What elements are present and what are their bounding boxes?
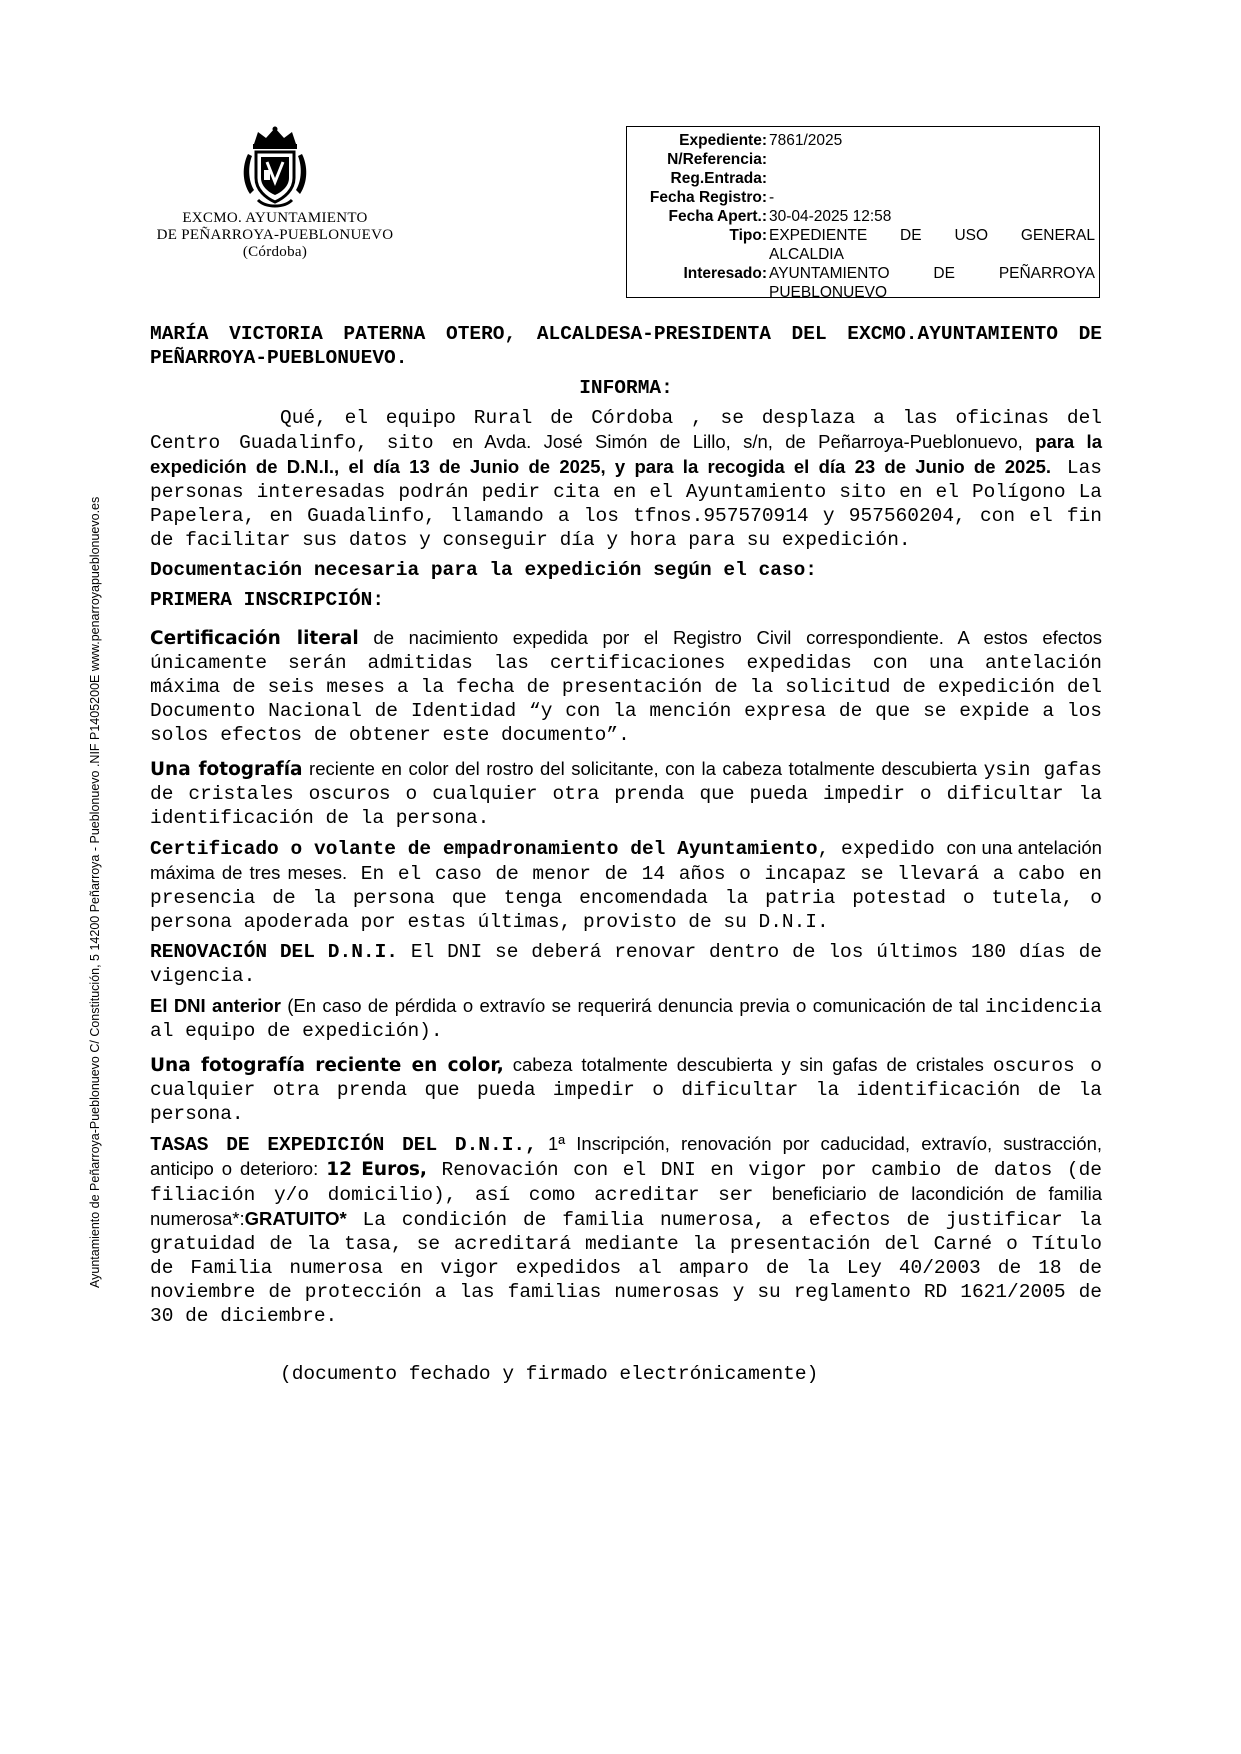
interesado-word: AYUNTAMIENTO bbox=[769, 265, 890, 282]
referencia-label: N/Referencia: bbox=[667, 151, 767, 168]
fotografia-renovacion-sans: cabeza totalmente descubierta y sin gafas de cristales bbox=[503, 1054, 993, 1075]
fecha-apertura-value: 30-04-2025 12:58 bbox=[769, 208, 892, 225]
interesado-word: PEÑARROYA bbox=[998, 265, 1095, 282]
reg-entrada-value bbox=[769, 169, 1095, 188]
tasas-mono-1: Renovación con el DNI en vigor por cambio de datos (de filiación y/o domicilio), así como acreditar ser bbox=[150, 1159, 1102, 1206]
fotografia-renovacion-mono: oscuros o cualquier otra prenda que pueda impedir o dificultar la identificación de la persona. bbox=[150, 1055, 1102, 1125]
dni-anterior-sans: (En caso de pérdida o extravío se requerirá denuncia previa o comunicación de tal bbox=[280, 995, 985, 1016]
empadronamiento-comma: , expedido bbox=[817, 838, 947, 860]
tipo-word: EXPEDIENTE bbox=[769, 227, 868, 244]
interesado-word: DE bbox=[933, 265, 955, 282]
tasas-bold: TASAS DE EXPEDICIÓN DEL D.N.I., bbox=[150, 1134, 537, 1156]
dni-anterior-bold: El DNI anterior bbox=[150, 995, 281, 1016]
tipo-row bbox=[627, 226, 1095, 264]
tasas-mono-2: La condición de familia numerosa, a efectos de justificar la gratuidad de la tasa, se acreditará mediante la presentación del Carné o Título de Familia numerosa en vigor expedidos al amparo de la Ley 40/2003 de 18 de noviembre de protección a las familias numerosas y su reglamento RD 1621/2005 de 30 de diciembre. bbox=[150, 1209, 1102, 1327]
primera-inscripcion-heading: PRIMERA INSCRIPCIÓN: bbox=[150, 589, 385, 611]
coat-of-arms-icon bbox=[240, 126, 310, 210]
referencia-row bbox=[627, 150, 1095, 169]
signature-note: (documento fechado y firmado electrónicamente) bbox=[280, 1363, 819, 1385]
expediente-box bbox=[626, 126, 1100, 298]
intro-text-d: Las personas interesadas podrán pedir cita en el Ayuntamiento sito en el Polígono La Papelera, en Guadalinfo, llamando a los tfnos.957570914 y 957560204, con el fin de facilitar sus datos y conseguir día y hora para su expedición. bbox=[150, 457, 1102, 551]
dni-anterior-mono: incidencia al equipo de expedición). bbox=[150, 996, 1102, 1042]
empadronamiento-bold: Certificado o volante de empadronamiento del Ayuntamiento bbox=[150, 838, 818, 860]
certificacion-mono: únicamente serán admitidas las certificaciones expedidas con una antelación máxima de seis meses a la fecha de presentación de la solicitud de expedición del Documento Nacional de Identidad “y con la mención expresa de que se expide a los solos efectos de obtener este documento”. bbox=[150, 652, 1102, 746]
reg-entrada-label: Reg.Entrada: bbox=[670, 170, 767, 187]
renovacion-text: El DNI se deberá renovar dentro de los últimos 180 días de vigencia. bbox=[150, 941, 1102, 987]
paragraph-empadronamiento bbox=[150, 836, 1102, 934]
paragraph-tasas bbox=[150, 1132, 1102, 1328]
interesado-label: Interesado: bbox=[683, 265, 767, 282]
fotografia-sans: reciente en color del rostro del solicitante, con la cabeza totalmente descubierta bbox=[302, 758, 984, 779]
interesado-row bbox=[627, 264, 1095, 298]
tipo-word: GENERAL bbox=[1020, 227, 1095, 244]
tasas-gratuito: GRATUITO* bbox=[244, 1208, 347, 1229]
tipo-line-2: ALCALDIA bbox=[769, 246, 844, 263]
logo-line-3: (Córdoba) bbox=[242, 244, 308, 260]
referencia-value bbox=[769, 150, 1095, 169]
empadronamiento-sans: con una antelación máxima de tres meses. bbox=[150, 837, 1102, 883]
tipo-word: USO bbox=[954, 227, 989, 244]
paragraph-certificacion bbox=[150, 626, 1102, 747]
paragraph-renovacion bbox=[150, 940, 1102, 988]
tipo-value bbox=[769, 226, 1095, 264]
fecha-registro-label: Fecha Registro: bbox=[649, 189, 767, 206]
fecha-apertura-label: Fecha Apert.: bbox=[668, 208, 767, 225]
document-body bbox=[150, 322, 1102, 1386]
tipo-label: Tipo: bbox=[729, 227, 767, 244]
logo-line-1: EXCMO. AYUNTAMIENTO bbox=[182, 210, 368, 226]
interesado-line-2: PUEBLONUEVO bbox=[769, 284, 888, 298]
expediente-row bbox=[627, 131, 1095, 150]
intro-text-b: en Avda. José Simón de Lillo, s/n, de Peñarroya-Pueblonuevo, bbox=[452, 431, 1036, 452]
paragraph-dni-anterior bbox=[150, 994, 1102, 1043]
fecha-registro-value: - bbox=[769, 189, 775, 206]
certificacion-sans: de nacimiento expedida por el Registro Civil correspondiente. A estos efectos bbox=[358, 627, 1102, 648]
tasas-sans-1: 1ª Inscripción, renovación por caducidad, extravío, sustracción, anticipo o deterioro: bbox=[150, 1133, 1102, 1179]
logo-line-2: DE PEÑARROYA-PUEBLONUEVO bbox=[156, 227, 394, 243]
expediente-value: 7861/2025 bbox=[769, 132, 843, 149]
paragraph-fotografia-renovacion bbox=[150, 1053, 1102, 1126]
tipo-word: DE bbox=[900, 227, 922, 244]
fecha-apertura-row bbox=[627, 207, 1095, 226]
empadronamiento-mono: En el caso de menor de 14 años o incapaz se llevará a cabo en presencia de la persona que tenga encomendada la patria potestad o tutela, o persona apoderada por estas últimas, provisto de su D.N.I. bbox=[150, 863, 1102, 933]
fotografia-renovacion-bold: Una fotografía reciente en color, bbox=[150, 1055, 504, 1076]
documentacion-heading: Documentación necesaria para la expedición según el caso: bbox=[150, 559, 818, 581]
document-heading: MARÍA VICTORIA PATERNA OTERO, ALCALDESA-PRESIDENTA DEL EXCMO.AYUNTAMIENTO DE PEÑARROYA-PUEBLONUEVO. bbox=[150, 323, 1102, 369]
fotografia-bold: Una fotografía bbox=[150, 759, 303, 780]
certificacion-bold: Certificación literal bbox=[150, 628, 359, 649]
paragraph-fotografia bbox=[150, 757, 1102, 830]
side-address-text: Ayuntamiento de Peñarroya-Pueblonuevo C/ Constitución, 5 14200 Peñarroya - Pueblonuevo .NIF P1405200E www.penarroyapueblonuevo.es bbox=[88, 496, 102, 1288]
fotografia-mono: ysin gafas de cristales oscuros o cualquier otra prenda que pueda impedir o dificultar la identificación de la persona. bbox=[150, 759, 1102, 829]
fecha-registro-row bbox=[627, 188, 1095, 207]
tasas-price: 12 Euros, bbox=[326, 1159, 427, 1180]
paragraph-intro bbox=[150, 406, 1102, 552]
renovacion-bold: RENOVACIÓN DEL D.N.I. bbox=[150, 941, 399, 963]
informa-heading: INFORMA: bbox=[579, 377, 673, 399]
expediente-label: Expediente: bbox=[679, 132, 767, 149]
interesado-value bbox=[769, 264, 1095, 298]
intro-dates: para la expedición de D.N.I., el día 13 de Junio de 2025, y para la recogida el día 23 de Junio de 2025. bbox=[150, 431, 1102, 477]
municipal-logo bbox=[150, 126, 400, 261]
reg-entrada-row bbox=[627, 169, 1095, 188]
tasas-sans-2: beneficiario de lacondición de familia numerosa*: bbox=[150, 1183, 1102, 1229]
intro-text-a: Qué, el equipo Rural de Córdoba , se desplaza a las oficinas del Centro Guadalinfo, sito bbox=[150, 407, 1102, 454]
